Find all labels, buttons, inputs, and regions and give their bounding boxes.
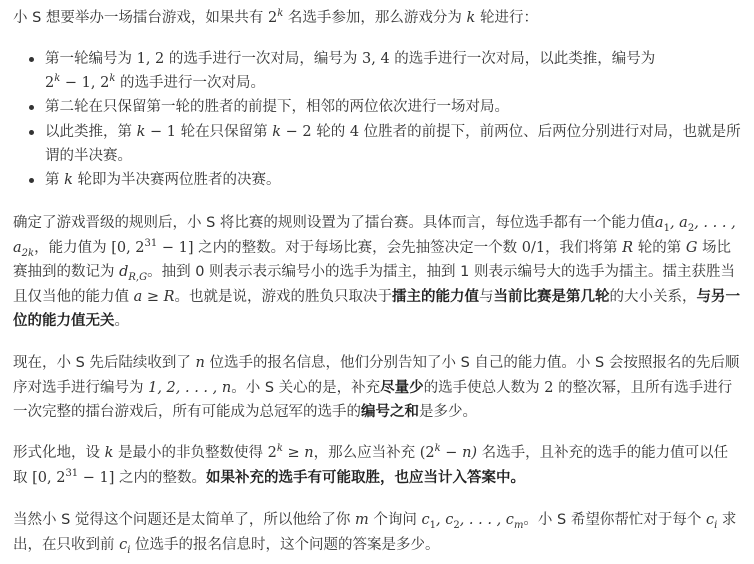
queries-paragraph: 当然小 S 觉得这个问题还是太简单了，所以他给了你 m 个询问 $c_1$, $c_2$, . . . , $c_m$。小 S 希望你帮忙对于每个 $c_i$ 求出，在只收到前 $c_i$ 位选手的报名信息时，这个问题的答案是多少。 [13,512,737,556]
rule-item-3: 以此类推，第 k − 1 轮在只保留第 k − 2 轮的 4 位胜者的前提下，前两位、后两位分别进行对局，也就是所谓的半决赛。 [28,120,742,168]
formal-paragraph: 形式化地，设 k 是最小的非负整数使得 $2^k \ge n$，那么应当补充 $(2^k - n)$ 名选手，且补充的选手的能力值可以任取 [0, $2^{31} - 1$] 之内的整数。如果补充的选手有可能取胜，也应当计入答案中。 [13,443,729,486]
rules-paragraph: 确定了游戏晋级的规则后，小 S 将比赛的规则设置为了擂台赛。具体而言，每位选手都有一个能力值$a_1$, $a_2$, . . . , $a_{2k}$，能力值为 [0, $2^{31} - 1$] 之内的整数。对于每场比赛，会先抽签决定一个数 0/1，我们将第 R 轮的第 G 场比赛抽到的数记为 $d_{R,G}$。抽到 0 则表示表示编号小的选手为擂主，抽到 1 则表示编号大的选手为擂主。擂主获胜当且仅当他的能力值 a ≥ R。也就是说，游戏的胜负只取决于擂主的能力值与当前比赛是第几轮的大小关系，与另一位的能力值无关。 [13,215,741,329]
rule-item-2: 第二轮在只保留第一轮的胜者的前提下，相邻的两位依次进行一场对局。 [28,95,742,119]
rule-item-4: 第 k 轮即为半决赛两位胜者的决赛。 [28,168,742,192]
intro-paragraph: 小 S 想要举办一场擂台游戏，如果共有 2$^k$ 名选手参加，那么游戏分为 k 轮进行： [13,8,538,26]
registration-paragraph: 现在，小 S 先后陆续收到了 n 位选手的报名信息，他们分别告知了小 S 自己的能力值。小 S 会按照报名的先后顺序对选手进行编号为 1, 2, . . . , n。小 S 关心的是，补充尽量少的选手使总人数为 2 的整次幂，且所有选手进行一次完整的擂台游戏后，所有可能成为总冠军的选手的编号之和是多少。 [13,355,740,420]
rule-item-1: 第一轮编号为 1, 2 的选手进行一次对局，编号为 3, 4 的选手进行一次对局，以此类推，编号为 $2^k - 1$, 2$^k$ 的选手进行一次对局。 [28,47,742,95]
rules-list [28,47,742,192]
